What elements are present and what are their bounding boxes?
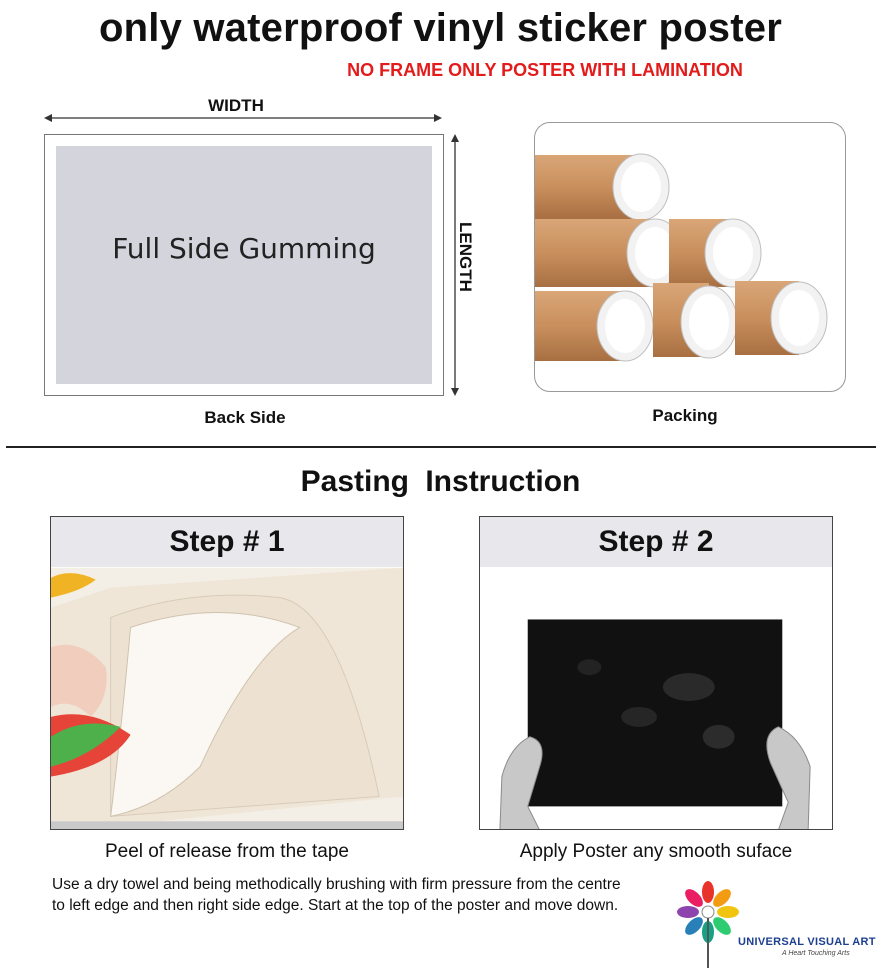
- step-1-heading: Step # 1: [51, 517, 403, 567]
- apply-poster-image: [480, 567, 832, 830]
- instruction-line-2: to left edge and then right side edge. Start at the top of the poster and move down.: [52, 897, 619, 914]
- gumming-label: Full Side Gumming: [112, 232, 376, 265]
- packing-caption: Packing: [652, 406, 718, 425]
- step-2-caption: Apply Poster any smooth suface: [519, 841, 793, 862]
- length-label: LENGTH: [456, 222, 475, 292]
- back-side-caption: Back Side: [204, 408, 286, 427]
- step-2-heading: Step # 2: [480, 517, 832, 567]
- brand-tagline: A Heart Touching Arts: [782, 950, 850, 957]
- width-label: WIDTH: [208, 96, 264, 115]
- width-arrow-icon: [44, 112, 442, 124]
- instruction-title: Pasting Instruction: [300, 465, 581, 498]
- cardboard-tubes-icon: [535, 123, 846, 392]
- lamination-note: NO FRAME ONLY POSTER WITH LAMINATION: [347, 60, 743, 80]
- page-title: only waterproof vinyl sticker poster: [99, 6, 782, 50]
- section-divider: [6, 446, 876, 448]
- instruction-text: [52, 874, 682, 916]
- packing-image: [534, 122, 846, 392]
- step-1-caption: Peel of release from the tape: [105, 841, 349, 862]
- instruction-line-1: Use a dry towel and being methodically brushing with firm pressure from the centre: [52, 876, 621, 893]
- brand-name: UNIVERSAL VISUAL ART: [738, 936, 876, 948]
- peel-sticker-image: [51, 567, 403, 830]
- step-1-card: [50, 516, 404, 830]
- step-2-card: [479, 516, 833, 830]
- gumming-area: [56, 146, 432, 384]
